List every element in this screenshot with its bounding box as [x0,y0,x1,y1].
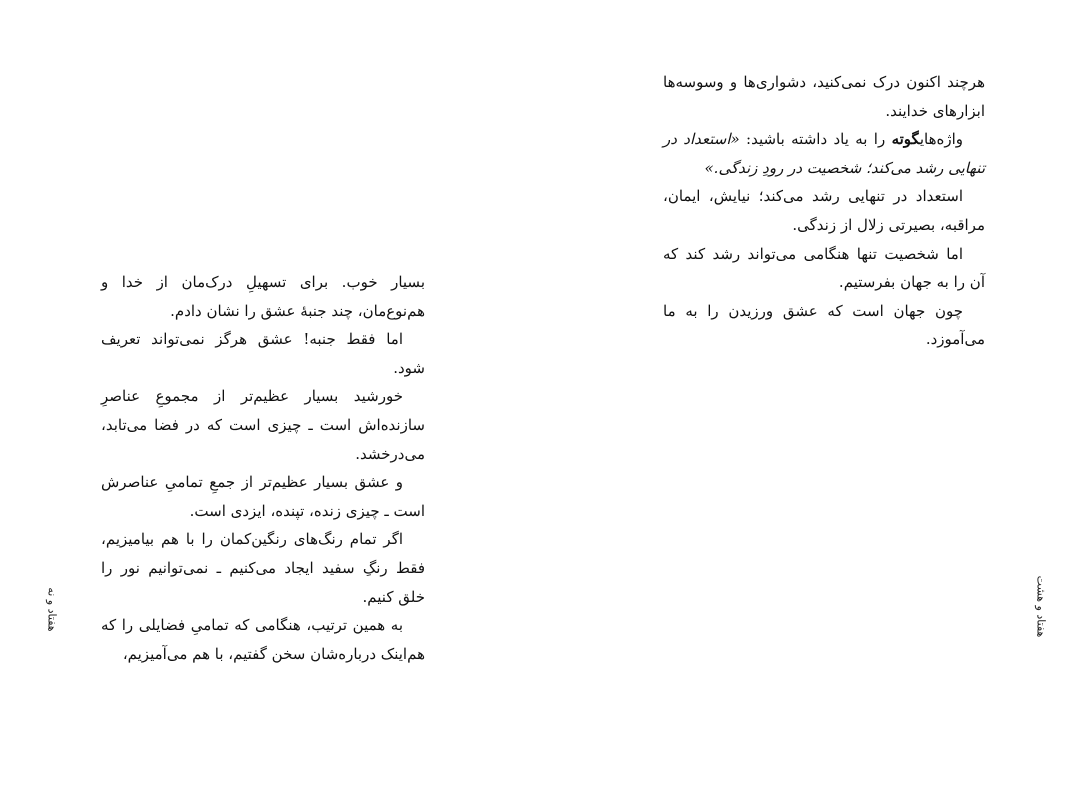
paragraph: بسیار خوب. برای تسهیلِ درک‌مان از خدا و هم‌نوع‌مان، چند جنبهٔ عشق را نشان دادم. [101,273,425,320]
paragraph: اگر تمام رنگ‌های رنگین‌کمان را با هم بیامیزیم، فقط رنگِ سفید ایجاد می‌کنیم ـ نمی‌توانیم نور را خلق کنیم. [101,530,425,606]
paragraph-goethe-quote [663,125,985,182]
paragraph: هرچند اکنون درک نمی‌کنید، دشواری‌ها و وسوسه‌ها ابزارهای خدایند. [663,73,985,120]
paragraph: به همین ترتیب، هنگامی که تمامیِ فضایلی را که هم‌اینک درباره‌شان سخن گفتیم، با هم می‌آمیزیم، [101,616,425,663]
paragraph: اما شخصیت تنها هنگامی می‌تواند رشد کند که آن را به جهان بفرستیم. [663,244,985,292]
left-page-body [101,268,425,668]
paragraph: چون جهان است که عشق ورزیدن را به ما می‌آموزد. [663,301,985,349]
right-page [543,0,1086,787]
running-head-page-number: هفتاد و هشت [1034,575,1048,638]
running-head-page-number: هفتاد و نه [45,587,59,632]
paragraph-mid-text: را به یاد داشته باشید: [746,130,886,149]
paragraph: و عشق بسیار عظیم‌تر از جمعِ تمامیِ عناصرش است ـ چیزی زنده، تپنده، ایزدی است. [101,473,425,520]
paragraph: اما فقط جنبه! عشق هرگز نمی‌تواند تعریف شود. [101,330,425,377]
paragraph: استعداد در تنهایی رشد می‌کند؛ نیایش، ایمان، مراقبه، بصیرتی زلال از زندگی. [663,187,985,234]
author-name: گوته [891,130,920,149]
paragraph-intro-text: واژه‌های [919,130,963,149]
quotation: «استعداد در تنهایی رشد می‌کند؛ شخصیت در رودِ زندگی.» [663,130,985,177]
paragraph: خورشید بسیار عظیم‌تر از مجموعِ عناصرِ سازنده‌اش است ـ چیزی است که در فضا می‌تابد، می‌درخشد. [101,387,425,463]
right-page-body [663,68,985,354]
